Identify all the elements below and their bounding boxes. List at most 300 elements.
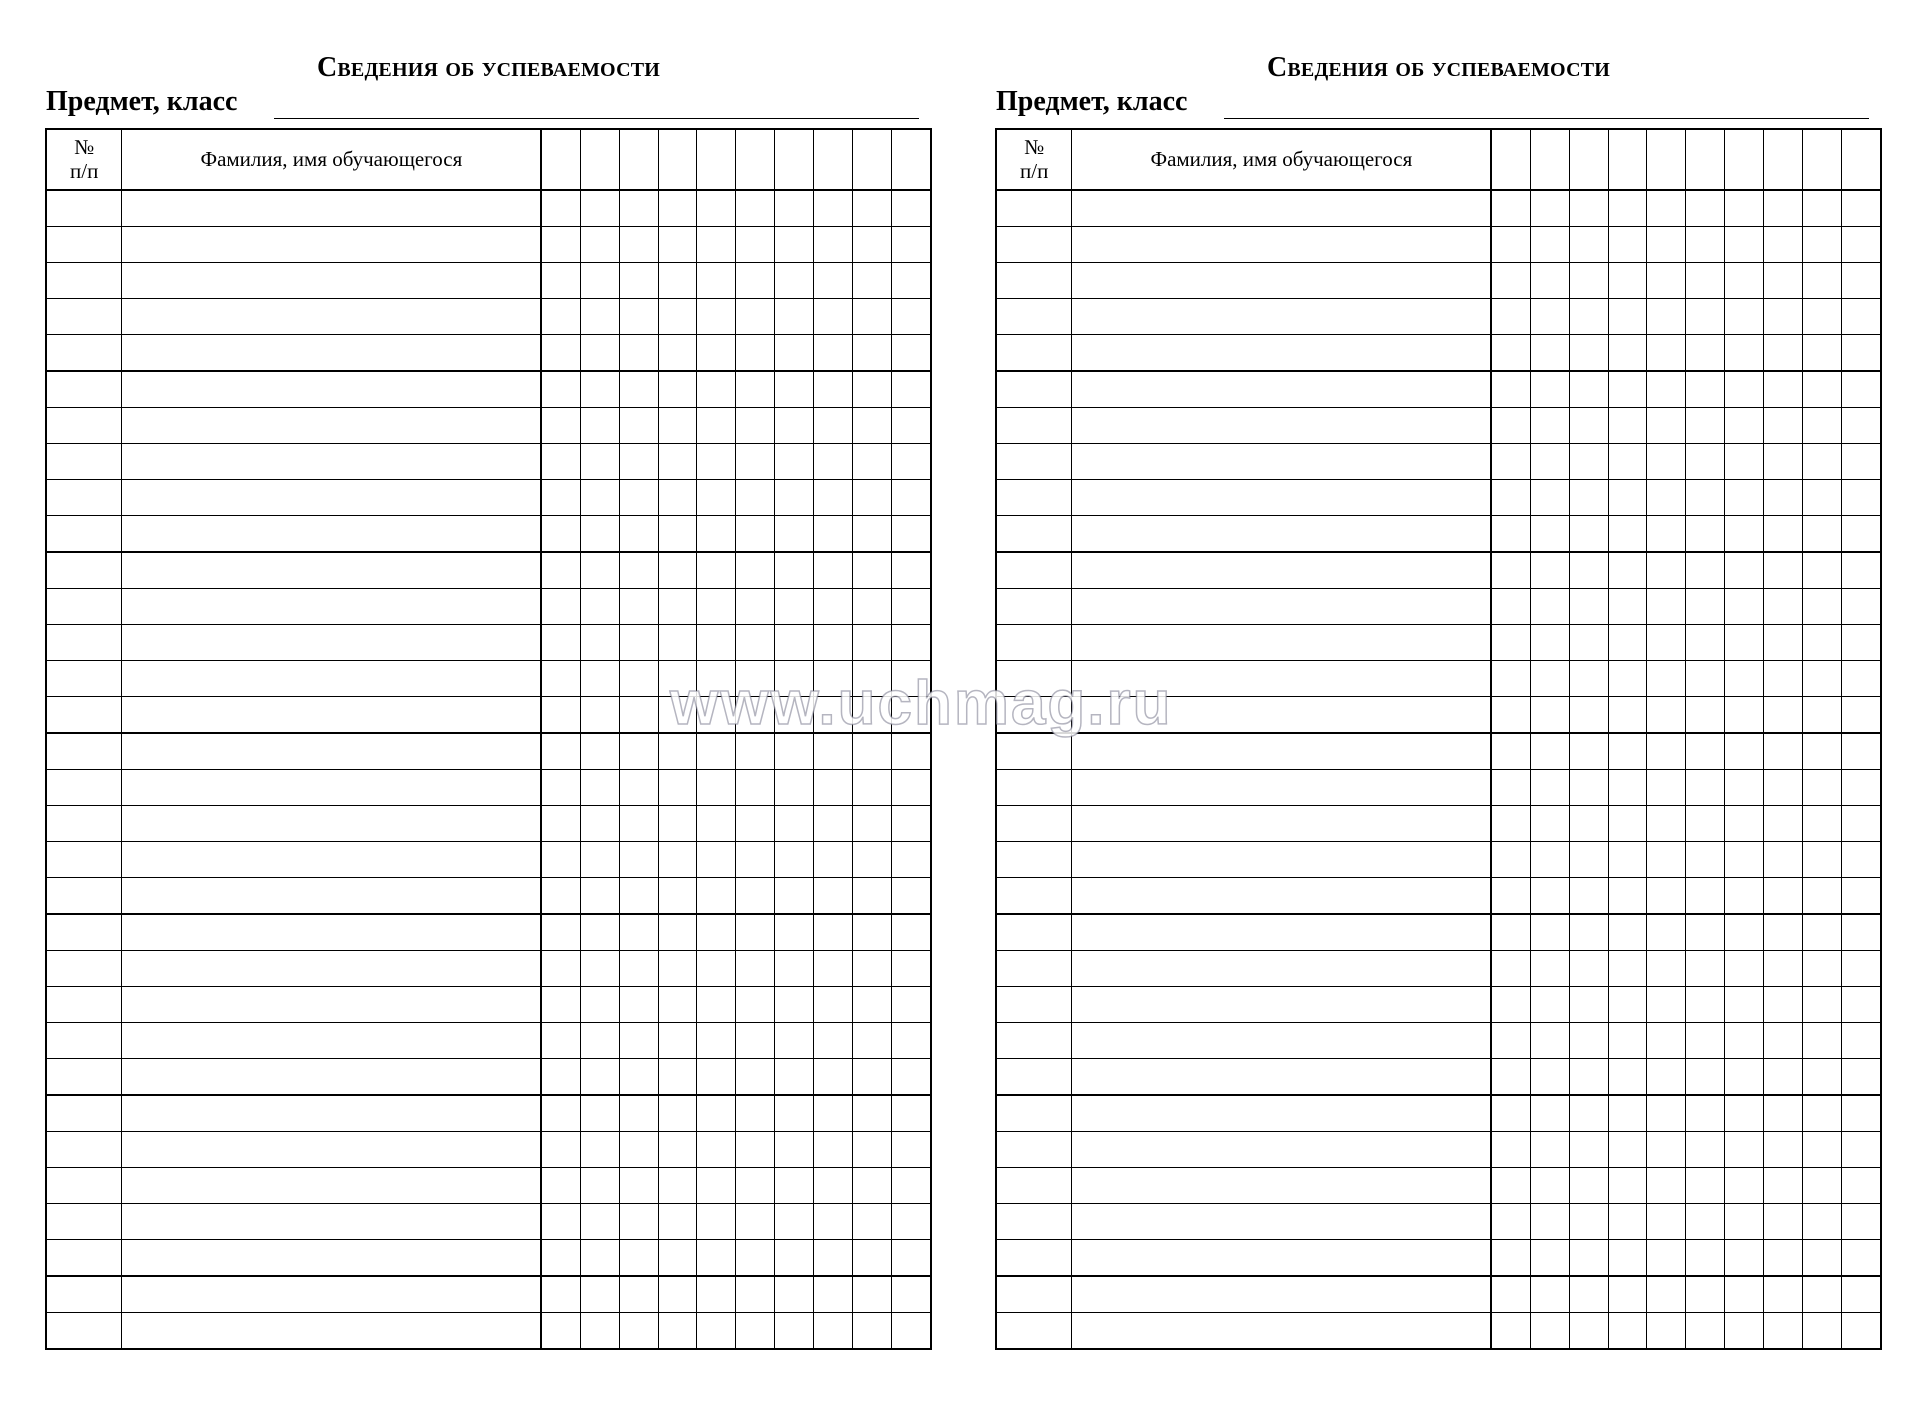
student-name-cell[interactable] [1072, 770, 1491, 806]
mark-cell[interactable] [1608, 914, 1647, 951]
number-cell[interactable] [997, 1276, 1072, 1313]
mark-cell[interactable] [697, 1059, 736, 1096]
mark-cell[interactable] [1569, 625, 1608, 661]
mark-cell[interactable] [619, 552, 658, 589]
mark-cell[interactable] [658, 190, 697, 227]
mark-cell[interactable] [1725, 371, 1764, 408]
mark-cell[interactable] [658, 1095, 697, 1132]
mark-cell[interactable] [1686, 227, 1725, 263]
mark-cell[interactable] [1725, 1023, 1764, 1059]
mark-cell[interactable] [814, 1168, 853, 1204]
mark-cell[interactable] [1530, 914, 1569, 951]
mark-cell[interactable] [1686, 408, 1725, 444]
mark-cell[interactable] [1530, 951, 1569, 987]
mark-cell[interactable] [1491, 625, 1530, 661]
number-cell[interactable] [47, 697, 122, 734]
mark-cell[interactable] [1491, 335, 1530, 372]
mark-cell[interactable] [1764, 1168, 1803, 1204]
mark-cell[interactable] [580, 1168, 619, 1204]
mark-cell[interactable] [1764, 227, 1803, 263]
mark-cell[interactable] [1569, 263, 1608, 299]
mark-cell[interactable] [892, 987, 931, 1023]
mark-cell[interactable] [853, 299, 892, 335]
mark-cell[interactable] [1803, 806, 1842, 842]
mark-cell[interactable] [619, 516, 658, 553]
mark-cell[interactable] [1725, 589, 1764, 625]
mark-cell[interactable] [1491, 733, 1530, 770]
number-cell[interactable] [47, 878, 122, 915]
mark-cell[interactable] [1608, 878, 1647, 915]
mark-cell[interactable] [1491, 516, 1530, 553]
mark-cell[interactable] [736, 697, 775, 734]
mark-cell[interactable] [892, 444, 931, 480]
number-cell[interactable] [997, 444, 1072, 480]
student-name-cell[interactable] [122, 987, 541, 1023]
number-cell[interactable] [997, 878, 1072, 915]
student-name-cell[interactable] [122, 335, 541, 372]
mark-cell[interactable] [814, 516, 853, 553]
mark-cell[interactable] [1608, 444, 1647, 480]
mark-cell[interactable] [697, 299, 736, 335]
mark-cell[interactable] [853, 552, 892, 589]
mark-cell[interactable] [1647, 951, 1686, 987]
mark-cell[interactable] [1530, 661, 1569, 697]
mark-cell[interactable] [814, 951, 853, 987]
mark-cell[interactable] [1764, 1204, 1803, 1240]
number-cell[interactable] [47, 1276, 122, 1313]
number-cell[interactable] [47, 1059, 122, 1096]
student-name-cell[interactable] [122, 770, 541, 806]
mark-cell[interactable] [580, 335, 619, 372]
mark-cell[interactable] [1647, 299, 1686, 335]
mark-cell[interactable] [541, 263, 580, 299]
mark-cell[interactable] [1764, 552, 1803, 589]
student-name-cell[interactable] [1072, 480, 1491, 516]
mark-cell[interactable] [580, 733, 619, 770]
mark-cell[interactable] [658, 1276, 697, 1313]
mark-cell[interactable] [697, 1095, 736, 1132]
mark-cell[interactable] [853, 408, 892, 444]
mark-cell[interactable] [775, 1132, 814, 1168]
mark-cell[interactable] [1725, 480, 1764, 516]
mark-cell[interactable] [1647, 1276, 1686, 1313]
mark-cell[interactable] [658, 625, 697, 661]
mark-cell[interactable] [1803, 227, 1842, 263]
mark-cell[interactable] [580, 371, 619, 408]
mark-cell[interactable] [892, 625, 931, 661]
mark-cell[interactable] [1725, 1313, 1764, 1349]
mark-cell[interactable] [1686, 1204, 1725, 1240]
mark-cell[interactable] [1530, 1023, 1569, 1059]
mark-cell[interactable] [541, 1276, 580, 1313]
mark-cell[interactable] [1764, 444, 1803, 480]
mark-cell[interactable] [1686, 335, 1725, 372]
mark-cell[interactable] [1530, 335, 1569, 372]
mark-cell[interactable] [541, 842, 580, 878]
mark-cell[interactable] [658, 842, 697, 878]
mark-cell[interactable] [853, 1059, 892, 1096]
mark-cell[interactable] [1686, 770, 1725, 806]
student-name-cell[interactable] [122, 1023, 541, 1059]
student-name-cell[interactable] [1072, 625, 1491, 661]
student-name-cell[interactable] [1072, 878, 1491, 915]
mark-cell[interactable] [1530, 190, 1569, 227]
number-cell[interactable] [47, 1240, 122, 1277]
student-name-cell[interactable] [1072, 371, 1491, 408]
mark-cell[interactable] [1842, 190, 1881, 227]
mark-cell[interactable] [736, 299, 775, 335]
mark-cell[interactable] [814, 1095, 853, 1132]
mark-cell[interactable] [541, 444, 580, 480]
mark-cell[interactable] [1764, 1240, 1803, 1277]
number-cell[interactable] [47, 987, 122, 1023]
mark-cell[interactable] [1647, 806, 1686, 842]
mark-cell[interactable] [736, 1023, 775, 1059]
mark-cell[interactable] [1647, 1095, 1686, 1132]
mark-cell[interactable] [775, 914, 814, 951]
mark-cell[interactable] [775, 371, 814, 408]
mark-cell[interactable] [1725, 190, 1764, 227]
mark-cell[interactable] [1764, 371, 1803, 408]
mark-cell[interactable] [541, 190, 580, 227]
mark-cell[interactable] [1686, 914, 1725, 951]
student-name-cell[interactable] [122, 951, 541, 987]
mark-cell[interactable] [1569, 1168, 1608, 1204]
mark-cell[interactable] [1608, 299, 1647, 335]
mark-cell[interactable] [1803, 842, 1842, 878]
student-name-cell[interactable] [1072, 1168, 1491, 1204]
number-cell[interactable] [997, 733, 1072, 770]
mark-cell[interactable] [853, 878, 892, 915]
mark-cell[interactable] [1647, 408, 1686, 444]
mark-cell[interactable] [658, 661, 697, 697]
mark-cell[interactable] [814, 1023, 853, 1059]
number-cell[interactable] [47, 516, 122, 553]
mark-cell[interactable] [736, 733, 775, 770]
mark-cell[interactable] [1569, 733, 1608, 770]
mark-cell[interactable] [1803, 335, 1842, 372]
mark-cell[interactable] [619, 1240, 658, 1277]
number-cell[interactable] [997, 516, 1072, 553]
mark-cell[interactable] [1491, 552, 1530, 589]
mark-cell[interactable] [1764, 408, 1803, 444]
mark-cell[interactable] [697, 697, 736, 734]
mark-cell[interactable] [619, 299, 658, 335]
mark-cell[interactable] [1725, 1276, 1764, 1313]
mark-cell[interactable] [1608, 770, 1647, 806]
mark-cell[interactable] [541, 661, 580, 697]
mark-cell[interactable] [1686, 806, 1725, 842]
mark-cell[interactable] [814, 408, 853, 444]
number-cell[interactable] [47, 1023, 122, 1059]
mark-cell[interactable] [541, 806, 580, 842]
mark-cell[interactable] [1530, 516, 1569, 553]
mark-cell[interactable] [853, 625, 892, 661]
mark-cell[interactable] [814, 987, 853, 1023]
mark-cell[interactable] [658, 770, 697, 806]
mark-cell[interactable] [1647, 227, 1686, 263]
mark-cell[interactable] [1569, 951, 1608, 987]
mark-cell[interactable] [1491, 1276, 1530, 1313]
mark-cell[interactable] [1803, 625, 1842, 661]
mark-cell[interactable] [814, 1276, 853, 1313]
mark-cell[interactable] [1803, 987, 1842, 1023]
mark-cell[interactable] [1842, 589, 1881, 625]
mark-cell[interactable] [1608, 625, 1647, 661]
mark-cell[interactable] [1491, 1204, 1530, 1240]
mark-cell[interactable] [775, 951, 814, 987]
mark-cell[interactable] [1491, 1313, 1530, 1349]
mark-cell[interactable] [1725, 444, 1764, 480]
mark-cell[interactable] [619, 878, 658, 915]
mark-cell[interactable] [736, 770, 775, 806]
mark-cell[interactable] [1725, 408, 1764, 444]
number-cell[interactable] [47, 335, 122, 372]
mark-cell[interactable] [1569, 842, 1608, 878]
number-cell[interactable] [997, 190, 1072, 227]
mark-cell[interactable] [736, 1204, 775, 1240]
mark-cell[interactable] [853, 987, 892, 1023]
mark-cell[interactable] [1647, 697, 1686, 734]
mark-cell[interactable] [775, 1059, 814, 1096]
mark-cell[interactable] [892, 951, 931, 987]
mark-cell[interactable] [541, 1204, 580, 1240]
mark-cell[interactable] [697, 371, 736, 408]
mark-cell[interactable] [736, 625, 775, 661]
mark-cell[interactable] [541, 1168, 580, 1204]
student-name-cell[interactable] [1072, 1023, 1491, 1059]
mark-cell[interactable] [1608, 806, 1647, 842]
mark-cell[interactable] [775, 1095, 814, 1132]
mark-cell[interactable] [580, 263, 619, 299]
mark-cell[interactable] [541, 951, 580, 987]
mark-cell[interactable] [814, 552, 853, 589]
mark-cell[interactable] [541, 335, 580, 372]
mark-cell[interactable] [775, 516, 814, 553]
mark-cell[interactable] [1842, 733, 1881, 770]
mark-cell[interactable] [892, 408, 931, 444]
mark-cell[interactable] [541, 371, 580, 408]
mark-cell[interactable] [697, 878, 736, 915]
mark-cell[interactable] [1491, 1059, 1530, 1096]
student-name-cell[interactable] [1072, 987, 1491, 1023]
mark-cell[interactable] [619, 1276, 658, 1313]
mark-cell[interactable] [1686, 1095, 1725, 1132]
mark-cell[interactable] [1647, 1204, 1686, 1240]
mark-cell[interactable] [892, 589, 931, 625]
mark-cell[interactable] [658, 408, 697, 444]
mark-cell[interactable] [1608, 227, 1647, 263]
mark-cell[interactable] [1608, 371, 1647, 408]
mark-cell[interactable] [892, 371, 931, 408]
mark-cell[interactable] [1842, 1059, 1881, 1096]
mark-cell[interactable] [1608, 733, 1647, 770]
student-name-cell[interactable] [1072, 1132, 1491, 1168]
mark-cell[interactable] [619, 227, 658, 263]
student-name-cell[interactable] [122, 227, 541, 263]
mark-cell[interactable] [580, 951, 619, 987]
mark-cell[interactable] [1764, 480, 1803, 516]
mark-cell[interactable] [1491, 770, 1530, 806]
mark-cell[interactable] [1842, 842, 1881, 878]
student-name-cell[interactable] [1072, 842, 1491, 878]
student-name-cell[interactable] [122, 516, 541, 553]
mark-cell[interactable] [1530, 263, 1569, 299]
number-cell[interactable] [47, 1313, 122, 1349]
number-cell[interactable] [997, 661, 1072, 697]
mark-cell[interactable] [853, 951, 892, 987]
mark-cell[interactable] [697, 408, 736, 444]
mark-cell[interactable] [1842, 1313, 1881, 1349]
mark-cell[interactable] [658, 1132, 697, 1168]
mark-cell[interactable] [736, 1132, 775, 1168]
mark-cell[interactable] [775, 335, 814, 372]
student-name-cell[interactable] [122, 589, 541, 625]
mark-cell[interactable] [1803, 878, 1842, 915]
mark-cell[interactable] [1608, 589, 1647, 625]
mark-cell[interactable] [1608, 516, 1647, 553]
student-name-cell[interactable] [1072, 263, 1491, 299]
mark-cell[interactable] [853, 516, 892, 553]
mark-cell[interactable] [1491, 1240, 1530, 1277]
mark-cell[interactable] [1569, 190, 1608, 227]
mark-cell[interactable] [814, 190, 853, 227]
mark-cell[interactable] [658, 806, 697, 842]
mark-cell[interactable] [1842, 335, 1881, 372]
mark-cell[interactable] [736, 1240, 775, 1277]
mark-cell[interactable] [1491, 951, 1530, 987]
mark-cell[interactable] [1491, 227, 1530, 263]
number-cell[interactable] [997, 371, 1072, 408]
mark-cell[interactable] [853, 806, 892, 842]
mark-cell[interactable] [541, 770, 580, 806]
mark-cell[interactable] [736, 190, 775, 227]
mark-cell[interactable] [775, 842, 814, 878]
mark-cell[interactable] [1686, 661, 1725, 697]
mark-cell[interactable] [736, 951, 775, 987]
mark-cell[interactable] [814, 480, 853, 516]
mark-cell[interactable] [1569, 878, 1608, 915]
mark-cell[interactable] [1569, 552, 1608, 589]
mark-cell[interactable] [1569, 299, 1608, 335]
mark-cell[interactable] [892, 1059, 931, 1096]
mark-cell[interactable] [1764, 733, 1803, 770]
mark-cell[interactable] [1530, 1059, 1569, 1096]
student-name-cell[interactable] [1072, 1095, 1491, 1132]
mark-cell[interactable] [814, 299, 853, 335]
mark-cell[interactable] [1803, 1132, 1842, 1168]
mark-cell[interactable] [1842, 552, 1881, 589]
mark-cell[interactable] [1491, 371, 1530, 408]
number-cell[interactable] [997, 697, 1072, 734]
mark-cell[interactable] [814, 1313, 853, 1349]
mark-cell[interactable] [1608, 480, 1647, 516]
mark-cell[interactable] [892, 842, 931, 878]
number-cell[interactable] [47, 806, 122, 842]
mark-cell[interactable] [736, 878, 775, 915]
mark-cell[interactable] [1686, 299, 1725, 335]
mark-cell[interactable] [1803, 770, 1842, 806]
mark-cell[interactable] [697, 444, 736, 480]
mark-cell[interactable] [736, 842, 775, 878]
mark-cell[interactable] [697, 589, 736, 625]
mark-cell[interactable] [541, 1023, 580, 1059]
mark-cell[interactable] [1530, 733, 1569, 770]
mark-cell[interactable] [1725, 1204, 1764, 1240]
mark-cell[interactable] [736, 914, 775, 951]
mark-cell[interactable] [814, 697, 853, 734]
mark-cell[interactable] [892, 227, 931, 263]
mark-cell[interactable] [1647, 914, 1686, 951]
mark-cell[interactable] [658, 480, 697, 516]
mark-cell[interactable] [658, 516, 697, 553]
number-cell[interactable] [47, 625, 122, 661]
student-name-cell[interactable] [122, 299, 541, 335]
number-cell[interactable] [47, 770, 122, 806]
mark-cell[interactable] [736, 444, 775, 480]
mark-cell[interactable] [1764, 625, 1803, 661]
mark-cell[interactable] [619, 1059, 658, 1096]
number-cell[interactable] [997, 806, 1072, 842]
student-name-cell[interactable] [122, 842, 541, 878]
mark-cell[interactable] [1569, 697, 1608, 734]
student-name-cell[interactable] [1072, 444, 1491, 480]
mark-cell[interactable] [1608, 263, 1647, 299]
mark-cell[interactable] [1647, 371, 1686, 408]
mark-cell[interactable] [1530, 987, 1569, 1023]
mark-cell[interactable] [619, 697, 658, 734]
mark-cell[interactable] [580, 1204, 619, 1240]
mark-cell[interactable] [1647, 516, 1686, 553]
mark-cell[interactable] [775, 1276, 814, 1313]
mark-cell[interactable] [1569, 1240, 1608, 1277]
mark-cell[interactable] [697, 552, 736, 589]
mark-cell[interactable] [619, 733, 658, 770]
mark-cell[interactable] [892, 516, 931, 553]
mark-cell[interactable] [1725, 770, 1764, 806]
number-cell[interactable] [997, 914, 1072, 951]
mark-cell[interactable] [775, 263, 814, 299]
mark-cell[interactable] [1725, 1095, 1764, 1132]
mark-cell[interactable] [619, 987, 658, 1023]
mark-cell[interactable] [580, 1240, 619, 1277]
mark-cell[interactable] [1491, 1132, 1530, 1168]
mark-cell[interactable] [541, 878, 580, 915]
student-name-cell[interactable] [122, 1059, 541, 1096]
mark-cell[interactable] [1530, 589, 1569, 625]
mark-cell[interactable] [1725, 697, 1764, 734]
number-cell[interactable] [997, 625, 1072, 661]
mark-cell[interactable] [1686, 1313, 1725, 1349]
mark-cell[interactable] [1686, 878, 1725, 915]
mark-cell[interactable] [1608, 1095, 1647, 1132]
mark-cell[interactable] [1764, 806, 1803, 842]
mark-cell[interactable] [541, 625, 580, 661]
mark-cell[interactable] [580, 299, 619, 335]
student-name-cell[interactable] [122, 1240, 541, 1277]
mark-cell[interactable] [892, 733, 931, 770]
mark-cell[interactable] [580, 842, 619, 878]
mark-cell[interactable] [619, 335, 658, 372]
mark-cell[interactable] [1608, 951, 1647, 987]
mark-cell[interactable] [1608, 661, 1647, 697]
mark-cell[interactable] [1686, 1276, 1725, 1313]
mark-cell[interactable] [736, 480, 775, 516]
mark-cell[interactable] [736, 1059, 775, 1096]
mark-cell[interactable] [775, 878, 814, 915]
mark-cell[interactable] [853, 1313, 892, 1349]
mark-cell[interactable] [775, 589, 814, 625]
